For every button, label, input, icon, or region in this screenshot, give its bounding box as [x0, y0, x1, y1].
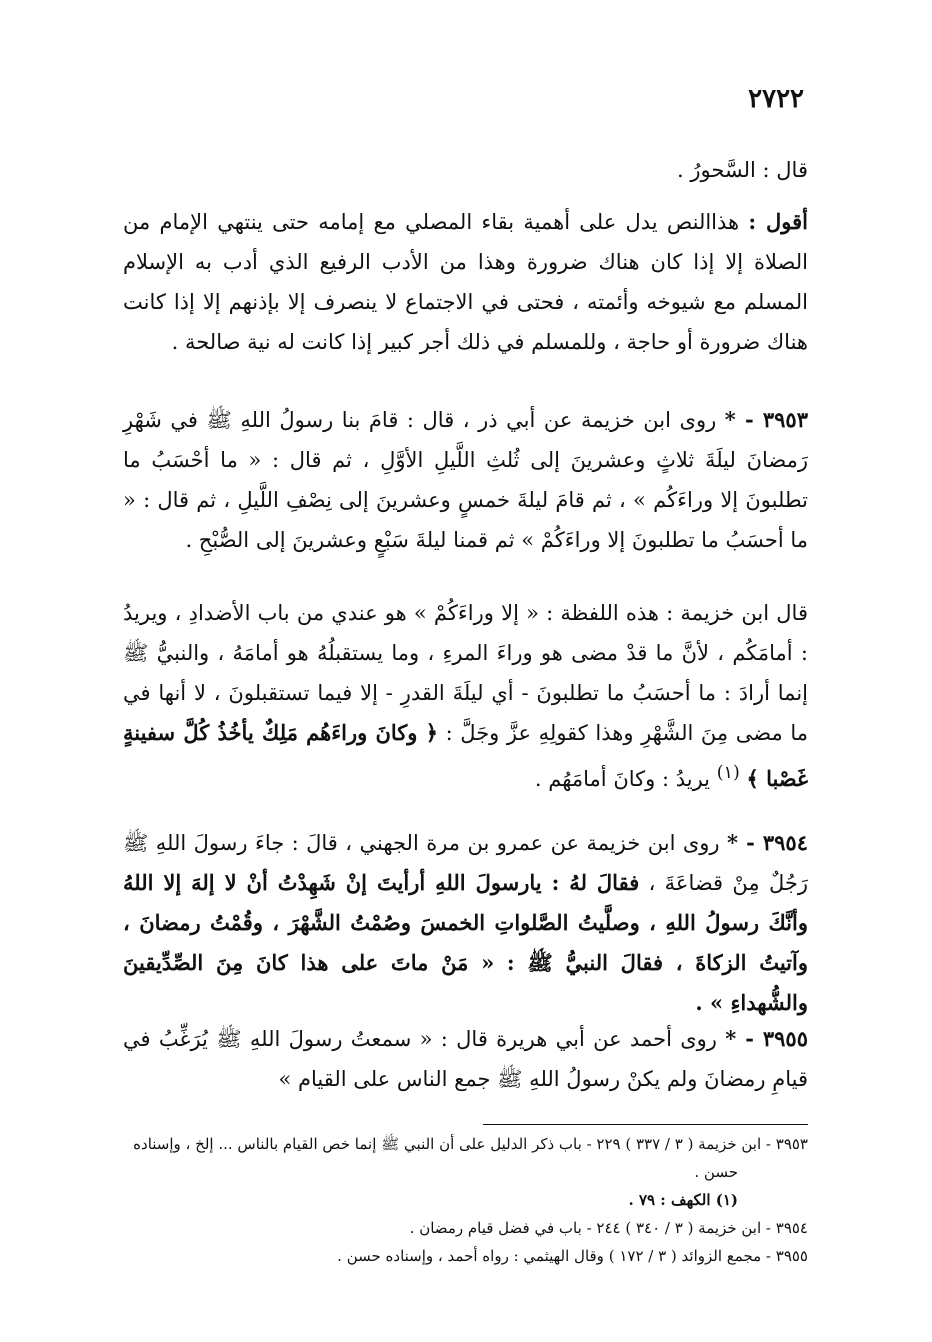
footnote-ref: (١) — [716, 763, 740, 783]
ibn-khuzayma-note-body — [123, 593, 808, 799]
hadith-3953-body — [123, 400, 808, 560]
commentary-paragraph — [123, 202, 808, 362]
footnote-1: (١) الكهف : ٧٩ . — [628, 1191, 738, 1209]
hadith-3953 — [123, 400, 808, 560]
hadith-3954-text-bold: فقالَ لهُ : يارسولَ اللهِ أرأيتَ إنْ شَهِدْتُ أنْ لا إلهَ إلا اللهُ وأنَّكَ رسولُ اللهِ ، وصلَّيتُ الصَّلواتِ الخمسَ وصُمْتُ الشَّهْرَ ، وقُمْتُ رمضانَ ، وآتيتُ الزكاةَ ، فقالَ النبيُّ ﷺ : « مَنْ ماتَ على هذا كانَ مِنَ الصِّدِّيقينَ والشُّهداءِ » . — [123, 870, 808, 1015]
footnote-3953-line2: حسن . — [694, 1163, 738, 1181]
page-number: ٢٧٢٢ — [748, 84, 804, 114]
footnote-divider — [483, 1124, 808, 1125]
intro-text: قال : السَّحورُ . — [677, 158, 808, 182]
hadith-3954-body — [123, 823, 808, 1023]
footnote-3955: ٣٩٥٥ - مجمع الزوائد ( ٣ / ١٧٢ ) وقال الهيثمي : رواه أحمد ، وإسناده حسن . — [337, 1247, 808, 1265]
hadith-3953-text: روى ابن خزيمة عن أبي ذر ، قال : قامَ بنا رسولُ اللهِ ﷺ في شَهْرِ رَمضانَ ليلَةَ ثلاثٍ وعشرينَ إلى ثُلثِ اللَّيلِ الأوَّلِ ، ثم قال : « ما أحْسَبُ ما تطلبونَ إلا وراءَكُم » ، ثم قامَ ليلةَ خمسٍ وعشرينَ إلى نِصْفِ اللَّيلِ ، ثم قال : « ما أحسَبُ ما تطلبونَ إلا وراءَكُمْ » ثم قمنا ليلةَ سَبْعٍ وعشرينَ إلى الصُّبْحِ . — [123, 408, 808, 552]
commentary-label: أقول : — [748, 209, 808, 234]
note-text-before: قال ابن خزيمة : هذه اللفظة : « إلا وراءَكُمْ » هو عندي من باب الأضدادِ ، ويريدُ : أمامَكُم ، لأنَّ ما قدْ مضى هو وراءَ المرءِ ، وما يستقبلُهُ هو أمامَهُ ، والنبيُّ ﷺ إنما أرادَ : ما أحسَبُ ما تطلبونَ - أي ليلَةَ القدرِ - إلا فيما تستقبلونَ ، لا أنها في ما مضى مِنَ الشَّهْرِ وهذا كقولِهِ عزَّ وجَلَّ : — [123, 601, 808, 745]
commentary-text: هذاالنص يدل على أهمية بقاء المصلي مع إمامه حتى ينتهي الإمام من الصلاة إلا إذا كان هناك ضرورة وهذا من الأدب الرفيع الذي أدب به الإسلام المسلم مع شيوخه وأئمته ، فحتى في الاجتماع لا ينصرف إلا بإذنهم إلا إذا كانت هناك ضرورة أو حاجة ، وللمسلم في ذلك أجر كبير إذا كانت له نية صالحة . — [123, 210, 808, 354]
footnote-3954: ٣٩٥٤ - ابن خزيمة ( ٣ / ٣٤٠ ) ٢٤٤ - باب في فضل قيام رمضان . — [409, 1219, 808, 1237]
footnote-3953-line1: ٣٩٥٣ - ابن خزيمة ( ٣ / ٣٣٧ ) ٢٢٩ - باب ذكر الدليل على أن النبي ﷺ إنما خص القيام بالناس ... إلخ ، وإسناده — [133, 1135, 808, 1153]
intro-paragraph — [123, 150, 808, 190]
quran-verse: ﴿ وكانَ وراءَهُم مَلِكٌ يأخُذُ كُلَّ سفينةٍ غَصْبا ﴾ — [123, 720, 808, 791]
ibn-khuzayma-note — [123, 593, 808, 799]
commentary-body — [123, 202, 808, 362]
hadith-3954-text-plain: روى ابن خزيمة عن عمرو بن مرة الجهني ، قالَ : جاءَ رسولَ اللهِ ﷺ رَجُلٌ مِنْ قضاعَةَ ، — [123, 831, 808, 895]
hadith-3953-number: ٣٩٥٣ - * — [724, 407, 808, 432]
footnotes — [118, 1130, 808, 1270]
note-text-after: يريدُ : وكانَ أمامَهُم . — [534, 767, 711, 791]
hadith-3955-number: ٣٩٥٥ - * — [725, 1026, 808, 1051]
hadith-3955-text: روى أحمد عن أبي هريرة قال : « سمعتُ رسولَ اللهِ ﷺ يُرَغِّبُ في قيامِ رمضانَ ولم يكنْ رسولُ اللهِ ﷺ جمع الناس على القيام » — [123, 1027, 808, 1091]
hadith-3954-number: ٣٩٥٤ - * — [727, 830, 808, 855]
hadith-3955 — [123, 1019, 808, 1099]
hadith-3955-body — [123, 1019, 808, 1099]
hadith-3954 — [123, 823, 808, 1023]
